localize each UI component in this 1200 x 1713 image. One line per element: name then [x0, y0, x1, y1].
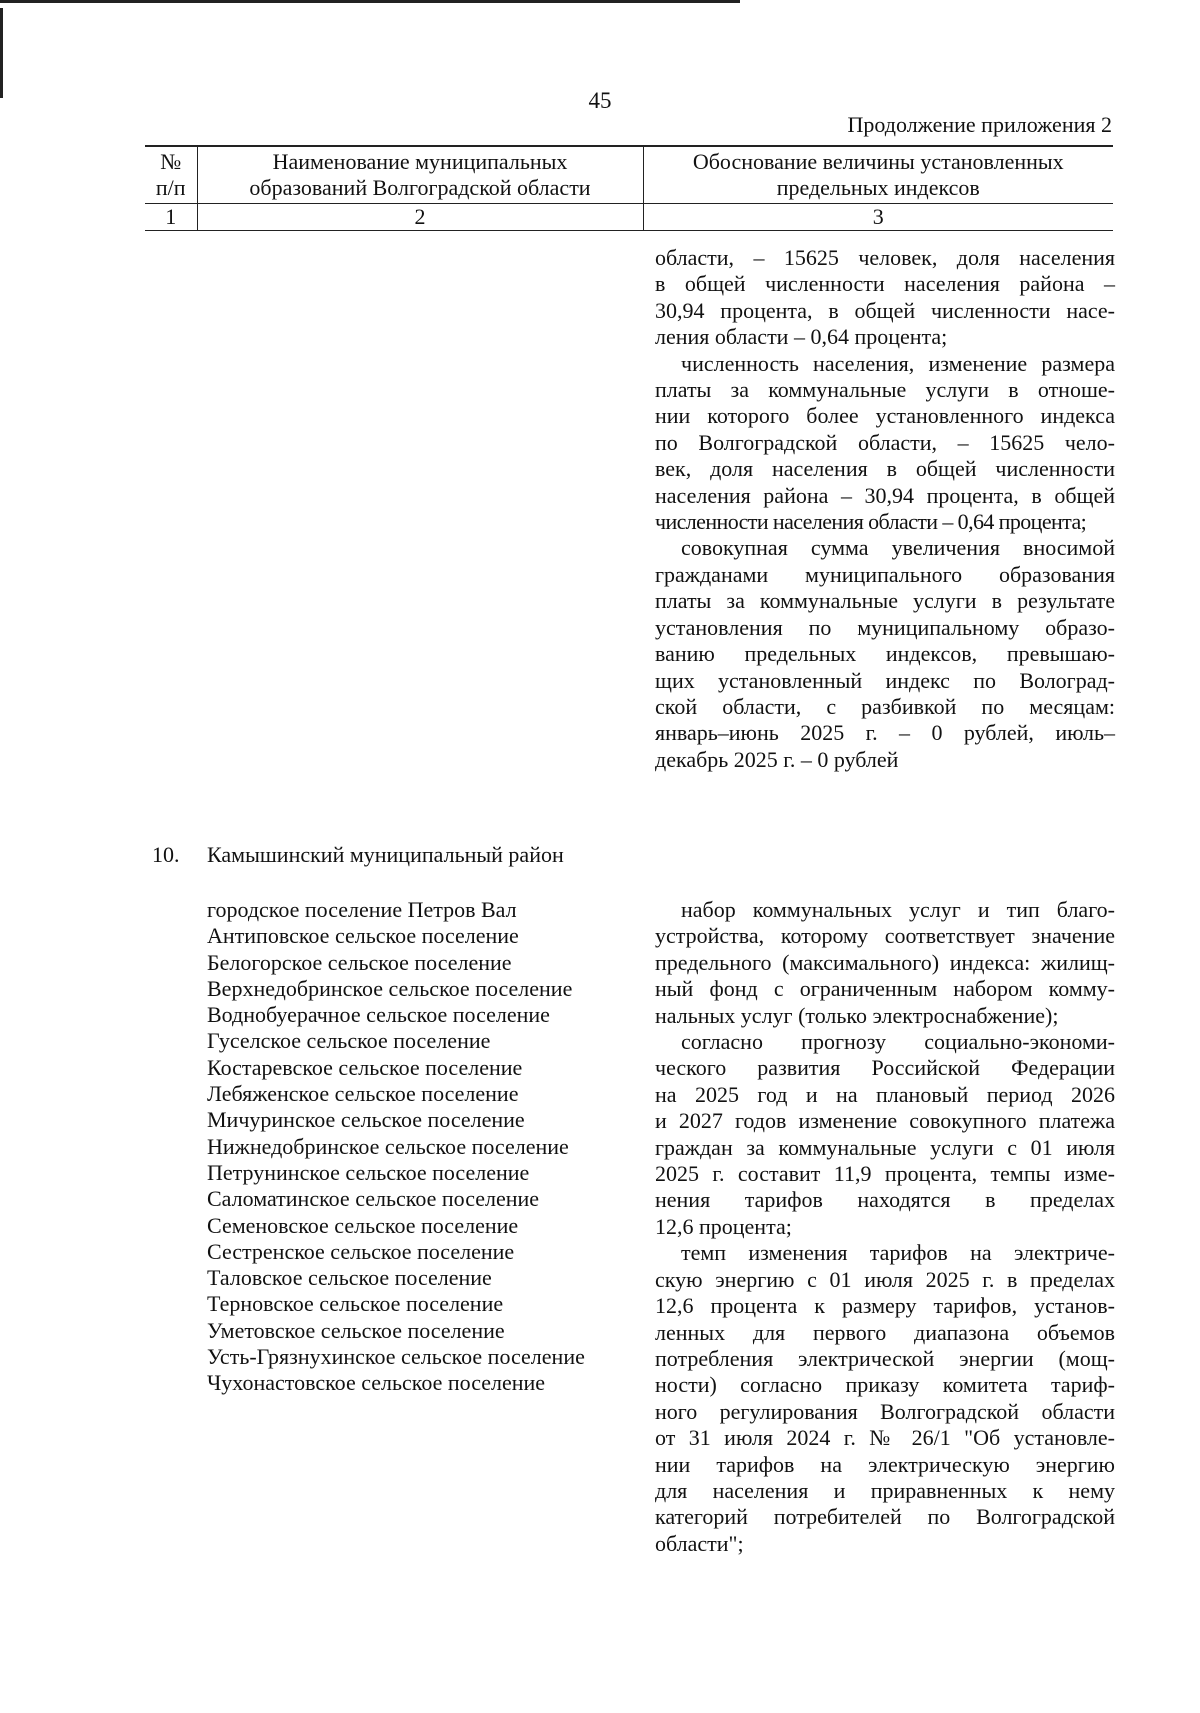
district-name: Камышинский муниципальный район: [207, 842, 564, 867]
text-line: граждан за коммунальные услуги с 01 июля: [655, 1134, 1115, 1160]
header-text: Обоснование величины установленных: [692, 149, 1064, 174]
text-line: предельного (максимального) индекса: жилищ-: [655, 949, 1115, 975]
settlement-item: Саломатинское сельское поселение: [207, 1186, 540, 1212]
text-line: ской области, с разбивкой по месяцам:: [655, 693, 1115, 719]
text-line: век, доля населения в общей численности: [655, 456, 1115, 482]
text-line: в общей численности населения района –: [655, 271, 1115, 297]
text-line: 12,6 процента к размеру тарифов, установ-: [655, 1293, 1115, 1319]
text-line: потребления электрической энергии (мощ-: [655, 1345, 1115, 1371]
text-line: нальных услуг (только электроснабжение);: [655, 1002, 1059, 1028]
header-col-justification: [643, 146, 1113, 204]
text-line: нения тарифов находятся в пределах: [655, 1187, 1115, 1213]
text-line: 2025 г. составит 11,9 процента, темпы изме-: [655, 1161, 1115, 1187]
page-number: 45: [588, 88, 612, 113]
text-line: гражданами муниципального образования: [655, 561, 1115, 587]
text-line: численность населения, изменение размера: [681, 350, 1115, 376]
table-header: [145, 145, 1113, 231]
text-line: установления по муниципальному образо-: [655, 614, 1115, 640]
text-line: 12,6 процента;: [655, 1213, 792, 1239]
text-line: ности) согласно приказу комитета тариф-: [655, 1372, 1115, 1398]
text-line: категорий потребителей по Волгоградской: [655, 1504, 1115, 1530]
text-line: численности населения области – 0,64 процента;: [655, 509, 1087, 535]
header-text: п/п: [155, 175, 186, 200]
continuation-label: Продолжение приложения 2: [847, 112, 1112, 137]
text-line: ленных для первого диапазона объемов: [655, 1319, 1115, 1345]
text-line: платы за коммунальные услуги в отноше-: [655, 377, 1115, 403]
header-col-number: [145, 146, 197, 204]
text-line: щих установленный индекс по Волоград-: [655, 667, 1115, 693]
settlement-item: Мичуринское сельское поселение: [207, 1107, 525, 1133]
settlement-item: Уметовское сельское поселение: [207, 1317, 505, 1343]
header-text: образований Волгоградской области: [249, 175, 591, 200]
text-line: ческого развития Российской Федерации: [655, 1055, 1115, 1081]
text-line: от 31 июля 2024 г. № 26/1 "Об установле-: [655, 1425, 1115, 1451]
text-line: набор коммунальных услуг и тип благо-: [681, 897, 1115, 922]
settlement-item: Костаревское сельское поселение: [207, 1054, 523, 1080]
text-line: ного регулирования Волгоградской области: [655, 1398, 1115, 1424]
settlement-item: Сестренское сельское поселение: [207, 1238, 515, 1264]
scan-edge-line: [0, 0, 740, 3]
text-line: и 2027 годов изменение совокупного платежа: [655, 1108, 1115, 1134]
settlement-item: Белогорское сельское поселение: [207, 949, 512, 975]
column-number-row: [145, 204, 1113, 231]
text-line: темп изменения тарифов на электриче-: [681, 1240, 1115, 1266]
item-number: 10.: [152, 842, 180, 867]
text-line: согласно прогнозу социально-экономи-: [681, 1029, 1115, 1055]
column-number: 3: [643, 204, 1113, 231]
text-line: ный фонд с ограниченным набором комму-: [655, 976, 1115, 1002]
text-line: скую энергию с 01 июля 2025 г. в пределах: [655, 1266, 1115, 1292]
text-line: ления области – 0,64 процента;: [655, 324, 948, 350]
settlement-item: Таловское сельское поселение: [207, 1265, 492, 1291]
text-line: декабрь 2025 г. – 0 рублей: [655, 746, 899, 772]
settlement-item: Чухонастовское сельское поселение: [207, 1370, 546, 1396]
settlement-item: Гуселское сельское поселение: [207, 1028, 491, 1054]
scan-edge-mark: [0, 8, 3, 98]
text-line: нии которого более установленного индекса: [655, 403, 1115, 429]
settlement-item: Петрунинское сельское поселение: [207, 1159, 530, 1185]
text-line: нии тарифов на электрическую энергию: [655, 1451, 1115, 1477]
header-text: предельных индексов: [776, 175, 980, 200]
text-line: области, – 15625 человек, доля населения: [655, 245, 1115, 270]
settlement-item: Антиповское сельское поселение: [207, 923, 519, 949]
text-line: для населения и приравненных к нему: [655, 1477, 1115, 1503]
text-line: совокупная сумма увеличения вносимой: [681, 535, 1115, 561]
text-line: январь–июнь 2025 г. – 0 рублей, июль–: [655, 720, 1115, 746]
settlement-item: Терновское сельское поселение: [207, 1291, 504, 1317]
settlement-item: Нижнедобринское сельское поселение: [207, 1133, 569, 1159]
header-text: №: [160, 149, 182, 174]
settlement-item: Лебяженское сельское поселение: [207, 1081, 519, 1107]
settlement-item: Семеновское сельское поселение: [207, 1212, 519, 1238]
settlement-item: городское поселение Петров Вал: [207, 897, 517, 922]
header-row: [145, 146, 1113, 204]
text-line: области";: [655, 1530, 744, 1556]
lower-justification-block: [655, 897, 1115, 1557]
text-line: на 2025 год и на плановый период 2026: [655, 1081, 1115, 1107]
text-line: платы за коммунальные услуги в результате: [655, 588, 1115, 614]
header-col-name: [197, 146, 643, 204]
settlement-list: [207, 897, 585, 1397]
column-number: 1: [145, 204, 197, 231]
settlement-item: Верхнедобринское сельское поселение: [207, 975, 573, 1001]
settlement-item: Воднобуерачное сельское поселение: [207, 1002, 550, 1028]
text-line: населения района – 30,94 процента, в общей: [655, 482, 1115, 508]
text-line: ванию предельных индексов, превышаю-: [655, 641, 1115, 667]
upper-justification-block: [655, 245, 1115, 773]
text-line: устройства, которому соответствует значение: [655, 923, 1115, 949]
column-number: 2: [197, 204, 643, 231]
text-line: 30,94 процента, в общей численности насе-: [655, 297, 1115, 323]
header-text: Наименование муниципальных: [272, 149, 568, 174]
settlement-item: Усть-Грязнухинское сельское поселение: [207, 1344, 585, 1370]
text-line: по Волгоградской области, – 15625 чело-: [655, 429, 1115, 455]
